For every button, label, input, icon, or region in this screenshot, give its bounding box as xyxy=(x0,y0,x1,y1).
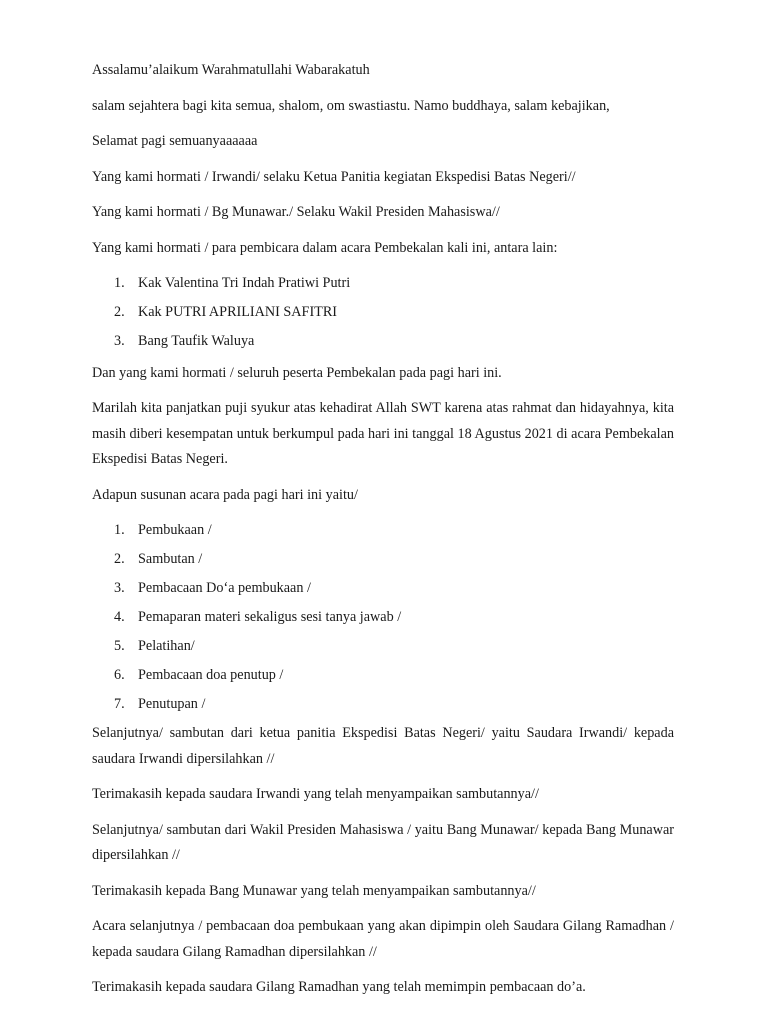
sambutan-ketua-paragraph: Selanjutnya/ sambutan dari ketua panitia Ekspedisi Batas Negeri/ yaitu Saudara Irwandi/ kepada saudara Irwandi dipersilahkan // xyxy=(92,725,674,767)
speaker-name: Bang Taufik Waluya xyxy=(138,333,255,349)
list-item xyxy=(92,634,674,660)
agenda-item: Pelatihan/ xyxy=(138,638,195,654)
selamat-pagi-line: Selamat pagi semuanyaaaaaa xyxy=(92,133,258,149)
terima-kasih-gilang: Terimakasih kepada saudara Gilang Ramadhan yang telah memimpin pembacaan do’a. xyxy=(92,979,586,995)
list-item xyxy=(92,605,674,631)
document-body xyxy=(92,58,674,1011)
speaker-name: Kak Valentina Tri Indah Pratiwi Putri xyxy=(138,275,351,291)
list-number: 4. xyxy=(114,609,125,625)
agenda-item: Sambutan / xyxy=(138,551,203,567)
list-item xyxy=(92,518,674,544)
agenda-list xyxy=(92,518,674,718)
susunan-intro: Adapun susunan acara pada pagi hari ini yaitu/ xyxy=(92,486,358,503)
syukur-paragraph: Marilah kita panjatkan puji syukur atas kehadirat Allah SWT karena atas rahmat dan hidayahnya, kita masih diberi kesempatan untuk berkumpul pada hari ini tanggal 18 Agustus 2021 di acara Pembekalan Ekspedisi Batas Negeri. xyxy=(92,400,674,467)
hormat-pembicara: Yang kami hormati / para pembicara dalam acara Pembekalan kali ini, antara lain: xyxy=(92,239,558,256)
list-number: 5. xyxy=(114,638,125,654)
list-item xyxy=(92,329,674,355)
agenda-item: Pembacaan doa penutup / xyxy=(138,667,284,683)
terima-kasih-munawar: Terimakasih kepada Bang Munawar yang telah menyampaikan sambutannya// xyxy=(92,882,536,899)
hormat-ketua-panitia: Yang kami hormati / Irwandi/ selaku Ketua Panitia kegiatan Ekspedisi Batas Negeri// xyxy=(92,168,576,185)
list-item xyxy=(92,576,674,602)
agenda-item: Pembacaan Do‘a pembukaan / xyxy=(138,580,311,596)
list-item xyxy=(92,663,674,689)
greeting: Assalamu’alaikum Warahmatullahi Wabarakatuh xyxy=(92,62,370,78)
list-number: 3. xyxy=(114,580,125,596)
list-item xyxy=(92,271,674,297)
list-number: 7. xyxy=(114,696,125,712)
list-number: 1. xyxy=(114,275,125,291)
speaker-list xyxy=(92,271,674,355)
sambutan-wapres-paragraph: Selanjutnya/ sambutan dari Wakil Presiden Mahasiswa / yaitu Bang Munawar/ kepada Bang Munawar dipersilahkan // xyxy=(92,821,674,863)
list-item xyxy=(92,300,674,326)
salam-line: salam sejahtera bagi kita semua, shalom, om swastiastu. Namo buddhaya, salam kebajikan, xyxy=(92,97,610,114)
list-number: 6. xyxy=(114,667,125,683)
list-number: 2. xyxy=(114,551,125,567)
agenda-item: Pemaparan materi sekaligus sesi tanya jawab / xyxy=(138,609,402,625)
list-number: 2. xyxy=(114,304,125,320)
terima-kasih-irwandi: Terimakasih kepada saudara Irwandi yang telah menyampaikan sambutannya// xyxy=(92,786,539,802)
list-number: 3. xyxy=(114,333,125,349)
list-item xyxy=(92,692,674,718)
list-number: 1. xyxy=(114,522,125,538)
list-item xyxy=(92,547,674,573)
doa-pembukaan-paragraph: Acara selanjutnya / pembacaan doa pembukaan yang akan dipimpin oleh Saudara Gilang Ramadhan / kepada saudara Gilang Ramadhan dipersilahkan // xyxy=(92,918,674,960)
hormat-wakil-presiden: Yang kami hormati / Bg Munawar./ Selaku Wakil Presiden Mahasiswa// xyxy=(92,204,500,220)
speaker-name: Kak PUTRI APRILIANI SAFITRI xyxy=(138,304,338,320)
agenda-item: Pembukaan / xyxy=(138,522,212,538)
hormat-peserta: Dan yang kami hormati / seluruh peserta Pembekalan pada pagi hari ini. xyxy=(92,364,502,381)
agenda-item: Penutupan / xyxy=(138,696,206,712)
